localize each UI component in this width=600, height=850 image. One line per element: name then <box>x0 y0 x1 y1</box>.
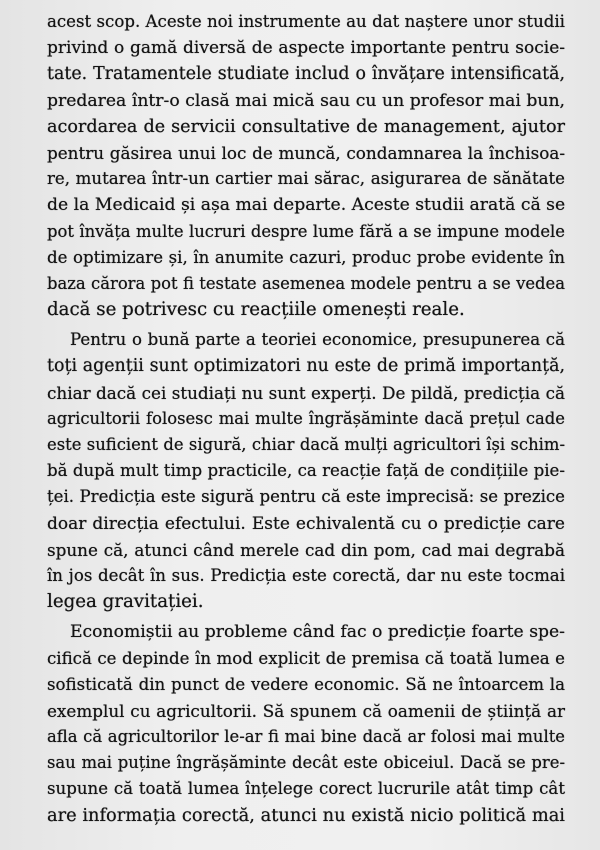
text-line: afla că agricultorilor le-ar fi mai bine dacă ar folosi mai multe <box>47 727 565 747</box>
text-line: sau mai puține îngrășăminte decât este obiceiul. Dacă se pre- <box>47 753 565 773</box>
text-line: este suficient de sigură, chiar dacă mulți agricultori își schim- <box>47 435 565 454</box>
text-line: chiar dacă cei studiați nu sunt experți. De pildă, predicția că <box>47 382 565 403</box>
text-line: ței. Predicția este sigură pentru că este imprecisă: se prezice <box>47 487 565 507</box>
text-line: re, mutarea într-un cartier mai sărac, asigurarea de sănătate <box>47 169 565 189</box>
text-line: de la Medicaid și așa mai departe. Aceste studii arată că se <box>47 195 566 216</box>
text-line: pentru găsirea unui loc de muncă, condamnarea la închisoa- <box>47 142 565 163</box>
text-line: acest scop. Aceste noi instrumente au dat naștere unor studii <box>47 12 565 31</box>
text-line: Pentru o bună parte a teoriei economice, presupunerea că <box>70 330 565 350</box>
text-line: doar direcția efectului. Este echivalentă cu o predicție care <box>47 513 565 534</box>
text-line: acordarea de servicii consultative de management, ajutor <box>47 116 565 137</box>
text-line: privind o gamă diversă de aspecte importante pentru socie- <box>47 38 565 59</box>
paragraph-1 <box>47 9 565 323</box>
text-line: tate. Tratamentele studiate includ o învățare intensificată, <box>47 64 565 85</box>
text-line: bă după mult timp practicile, ca reacție față de condițiile pie- <box>47 461 565 481</box>
text-line: sofisticată din punct de vedere economic. Să ne întoarcem la <box>47 674 565 694</box>
text-line: toți agenții sunt optimizatori nu este de primă importanță, <box>47 356 565 377</box>
text-line: legea gravitației. <box>47 591 204 613</box>
text-line: cifică ce depinde în mod explicit de premisa că toată lumea e <box>47 648 565 668</box>
text-line: dacă se potrivesc cu reacțiile omenești reale. <box>47 299 465 321</box>
text-line: predarea într-o clasă mai mică sau cu un profesor mai bun, <box>47 90 565 111</box>
text-line: baza cărora pot fi testate asemenea modele pentru a se vedea <box>47 273 565 293</box>
text-line: spune că, atunci când merele cad din pom, cad mai degrabă <box>47 539 565 560</box>
text-line: agricultorii folosesc mai multe îngrășăminte dacă prețul cade <box>47 408 565 428</box>
text-line: supune că toată lumea înțelege corect lucrurile atât timp cât <box>47 779 565 799</box>
text-line: pot învăța multe lucruri despre lume fără a se impune modele <box>47 221 565 241</box>
paragraph-3 <box>47 619 565 829</box>
text-line: are informația corectă, atunci nu există nicio politică mai <box>47 804 565 826</box>
text-line: de optimizare și, în anumite cazuri, produc probe evidente în <box>47 247 565 267</box>
text-line: în jos decât în sus. Predicția este corectă, dar nu este tocmai <box>47 565 565 585</box>
body-text <box>47 9 565 829</box>
text-line: exemplul cu agricultorii. Să spunem că oamenii de știință ar <box>47 700 565 721</box>
text-line: Economiștii au probleme când fac o predicție foarte spe- <box>70 622 565 643</box>
paragraph-2 <box>47 327 565 615</box>
